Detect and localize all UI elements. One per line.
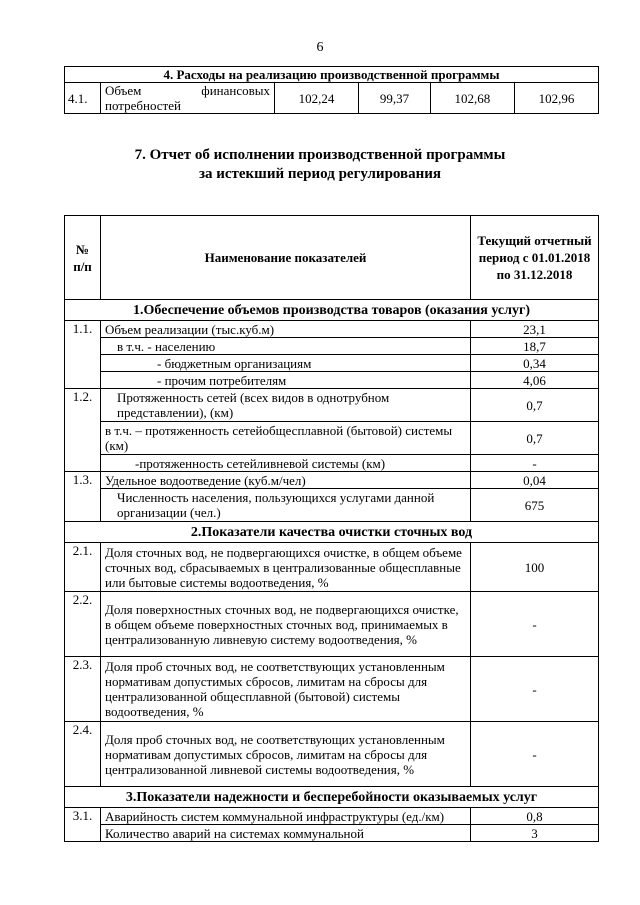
table-row bbox=[65, 321, 599, 338]
table-row bbox=[65, 592, 599, 657]
row-name: Доля поверхностных сточных вод, не подвергающихся очистке, в общем объеме поверхностных сточных вод, принимаемых в централизованную ливневую систему водоотведения, % bbox=[101, 592, 471, 657]
row-number: 1.2. bbox=[65, 389, 101, 422]
row-name: -протяженность сетейливневой системы (км) bbox=[101, 455, 471, 472]
row-name: Протяженность сетей (всех видов в однотрубном представлении), (км) bbox=[101, 389, 471, 422]
row-name-word: Объем bbox=[105, 83, 142, 98]
row-value: 675 bbox=[471, 489, 599, 522]
section-header: 1.Обеспечение объемов производства товаров (оказания услуг) bbox=[65, 300, 599, 321]
row-value: 23,1 bbox=[471, 321, 599, 338]
row-value: - bbox=[471, 722, 599, 787]
row-number: 2.2. bbox=[65, 592, 101, 657]
row-value: 0,7 bbox=[471, 389, 599, 422]
table-row bbox=[65, 83, 599, 114]
row-number bbox=[65, 355, 101, 372]
row-number bbox=[65, 372, 101, 389]
row-name-word: финансовых bbox=[201, 83, 270, 98]
row-number: 2.3. bbox=[65, 657, 101, 722]
row-value: 18,7 bbox=[471, 338, 599, 355]
row-value: 4,06 bbox=[471, 372, 599, 389]
row-name: - прочим потребителям bbox=[101, 372, 471, 389]
row-value: 0,8 bbox=[471, 808, 599, 825]
table-row bbox=[65, 722, 599, 787]
table-cell: 102,68 bbox=[430, 83, 514, 114]
column-header-name: Наименование показателей bbox=[101, 216, 471, 300]
table-row bbox=[65, 389, 599, 422]
row-name: в т.ч. - населению bbox=[101, 338, 471, 355]
row-name-line: потребностей bbox=[105, 98, 181, 113]
row-value: 0,34 bbox=[471, 355, 599, 372]
table-row bbox=[65, 808, 599, 825]
table-row bbox=[65, 338, 599, 355]
row-name: Доля проб сточных вод, не соответствующих установленным нормативам допустимых сбросов, лимитам на сбросы для централизованной общесплавной (бытовой) системы водоотведения, % bbox=[101, 657, 471, 722]
row-number bbox=[65, 825, 101, 842]
row-value: - bbox=[471, 592, 599, 657]
column-header-period: Текущий отчетный период с 01.01.2018 по 31.12.2018 bbox=[471, 216, 599, 300]
section-header: 2.Показатели качества очистки сточных вод bbox=[65, 522, 599, 543]
heading-line: 7. Отчет об исполнении производственной программы bbox=[134, 147, 506, 163]
table-row bbox=[65, 657, 599, 722]
report-table bbox=[64, 215, 599, 842]
row-name: Численность населения, пользующихся услугами данной организации (чел.) bbox=[101, 489, 471, 522]
row-name: Удельное водоотведение (куб.м/чел) bbox=[101, 472, 471, 489]
table-row bbox=[65, 372, 599, 389]
row-number bbox=[65, 455, 101, 472]
row-value: 0,04 bbox=[471, 472, 599, 489]
row-number: 2.4. bbox=[65, 722, 101, 787]
table-row bbox=[65, 355, 599, 372]
table-row bbox=[65, 543, 599, 592]
row-number bbox=[65, 489, 101, 522]
row-number bbox=[65, 422, 101, 455]
table-row bbox=[65, 472, 599, 489]
table-row bbox=[65, 455, 599, 472]
row-value: 3 bbox=[471, 825, 599, 842]
section-header: 3.Показатели надежности и бесперебойности оказываемых услуг bbox=[65, 787, 599, 808]
row-name: Доля проб сточных вод, не соответствующих установленным нормативам допустимых сбросов, лимитам на сбросы для централизованной ливневой системы водоотведения, % bbox=[101, 722, 471, 787]
row-number: 4.1. bbox=[65, 83, 101, 114]
table-row bbox=[65, 422, 599, 455]
page-number: 6 bbox=[316, 40, 324, 55]
expense-table bbox=[64, 66, 599, 114]
heading-line: за истекший период регулирования bbox=[198, 166, 442, 182]
table-cell: 102,24 bbox=[275, 83, 359, 114]
table-row bbox=[65, 825, 599, 842]
row-name: - бюджетным организациям bbox=[101, 355, 471, 372]
row-value: - bbox=[471, 455, 599, 472]
row-name bbox=[101, 83, 275, 114]
row-number bbox=[65, 338, 101, 355]
row-number: 1.1. bbox=[65, 321, 101, 338]
row-name: Аварийность систем коммунальной инфраструктуры (ед./км) bbox=[101, 808, 471, 825]
expense-table-header: 4. Расходы на реализацию производственной программы bbox=[65, 67, 599, 83]
table-cell: 102,96 bbox=[514, 83, 598, 114]
row-number: 2.1. bbox=[65, 543, 101, 592]
row-name: в т.ч. – протяженность сетейобщесплавной (бытовой) системы (км) bbox=[101, 422, 471, 455]
row-number: 3.1. bbox=[65, 808, 101, 825]
table-cell: 99,37 bbox=[359, 83, 431, 114]
column-header-number: № п/п bbox=[65, 216, 101, 300]
row-name: Объем реализации (тыс.куб.м) bbox=[101, 321, 471, 338]
row-number: 1.3. bbox=[65, 472, 101, 489]
row-value: 100 bbox=[471, 543, 599, 592]
row-name: Доля сточных вод, не подвергающихся очистке, в общем объеме сточных вод, сбрасываемых в централизованные общесплавные или бытовые системы водоотведения, % bbox=[101, 543, 471, 592]
row-name: Количество аварий на системах коммунальной bbox=[101, 825, 471, 842]
row-value: 0,7 bbox=[471, 422, 599, 455]
row-value: - bbox=[471, 657, 599, 722]
table-row bbox=[65, 489, 599, 522]
section-heading bbox=[0, 146, 640, 184]
